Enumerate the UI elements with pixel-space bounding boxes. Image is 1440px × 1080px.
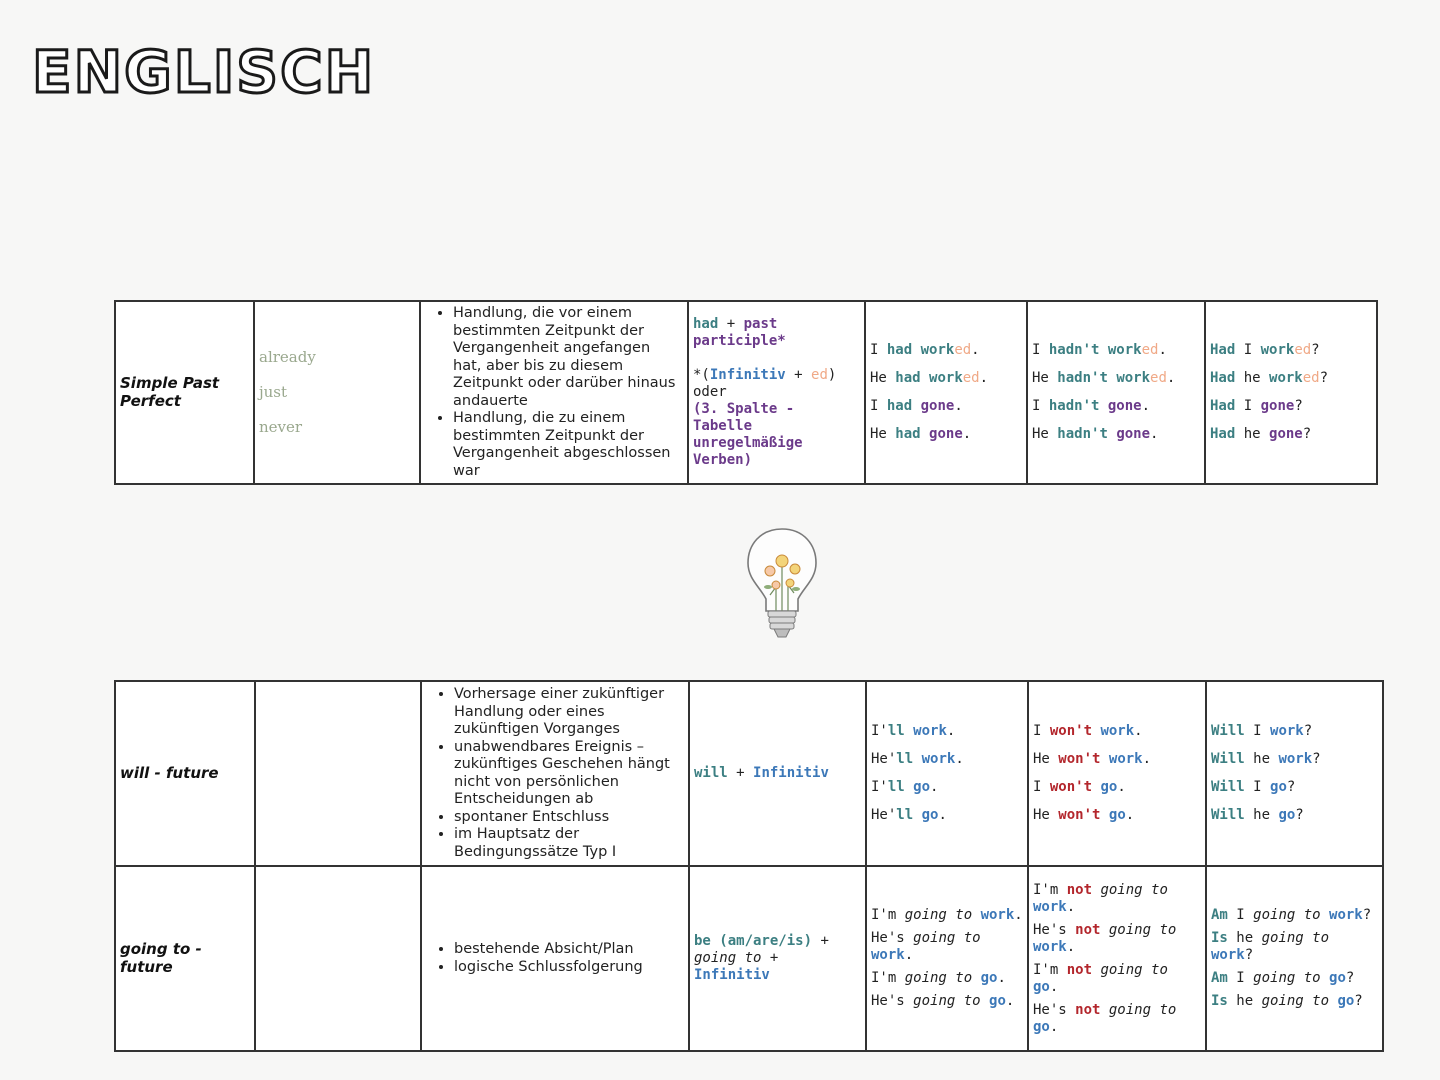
positive-examples-cell (866, 866, 1028, 1051)
example-sentence (1033, 922, 1201, 956)
example-sentence (1211, 751, 1378, 768)
uses-cell (420, 301, 688, 484)
subject: He' (871, 807, 897, 823)
subject: He's (871, 930, 914, 946)
tense-name-cell (115, 866, 255, 1051)
verb: go (1270, 779, 1287, 795)
aux: ll (896, 751, 914, 767)
verb: work (913, 723, 947, 739)
subject: I (1235, 398, 1261, 414)
suffix: ed (962, 370, 980, 386)
signal-word: already (259, 348, 316, 366)
subject: He (1033, 807, 1059, 823)
aux: ll (896, 807, 914, 823)
form-suffix: ed (811, 367, 828, 383)
subject: I'm (1033, 881, 1067, 898)
form-cell (689, 681, 866, 866)
verb: work (871, 947, 905, 963)
verb: work (1108, 751, 1143, 767)
subject: I (870, 398, 887, 414)
verb: go (1033, 978, 1050, 995)
aux: hadn't (1048, 342, 1100, 358)
verb: gone (920, 398, 955, 414)
form-aux: will (694, 765, 728, 781)
punct: ? (1319, 370, 1329, 386)
subject: He (1032, 426, 1058, 442)
subject: he (1227, 930, 1262, 946)
negation: not (1066, 881, 1093, 898)
table-row (115, 866, 1383, 1051)
aux: hadn't (1048, 398, 1100, 414)
example-sentence (1032, 342, 1200, 359)
list-item: • logische Schlussfolgerung (454, 959, 684, 977)
form-note: *( (693, 367, 710, 383)
verb: work (920, 342, 955, 358)
subject: I (1032, 342, 1049, 358)
subject: I' (871, 779, 888, 795)
example-sentence (1033, 723, 1201, 740)
uses-list (426, 686, 684, 861)
subject: I (1227, 907, 1254, 923)
verb: go (913, 779, 931, 795)
example-sentence (871, 907, 1023, 924)
punct: . (938, 807, 947, 823)
subject: I'm (871, 970, 905, 986)
punct: . (962, 426, 972, 442)
form-infinitive: Infinitiv (709, 367, 786, 383)
verb: go (1337, 993, 1355, 1009)
punct: . (971, 342, 980, 358)
aux: Will (1211, 807, 1245, 823)
form-cell (689, 866, 866, 1051)
subject: He (1032, 370, 1058, 386)
aux: ll (887, 779, 905, 795)
negative-examples-cell (1027, 301, 1205, 484)
example-sentence (1033, 1002, 1201, 1036)
lightbulb-icon (740, 525, 824, 645)
punct: ? (1286, 779, 1296, 795)
punct: . (979, 370, 989, 386)
verb: work (1033, 898, 1067, 915)
subject: I (1235, 342, 1261, 358)
example-sentence (871, 723, 1023, 740)
form-plus: + (727, 765, 754, 781)
negative-examples-cell (1028, 866, 1206, 1051)
suffix: ed (1150, 370, 1167, 386)
suffix: ed (1141, 342, 1159, 358)
example-sentence (1210, 398, 1372, 415)
verb: work (1270, 723, 1304, 739)
list-item: • bestehende Absicht/Plan (454, 941, 684, 959)
subject: he (1235, 370, 1270, 386)
positive-examples-cell (865, 301, 1027, 484)
subject: He (1033, 751, 1059, 767)
subject: I (1033, 723, 1050, 739)
form-note: unregelmäßige (693, 435, 803, 451)
example-sentence (871, 970, 1023, 987)
example-sentence (1032, 426, 1200, 443)
punct: . (1014, 907, 1023, 923)
punct: ? (1295, 807, 1304, 823)
example-sentence (1211, 930, 1378, 964)
form-plus: + (761, 950, 779, 966)
aux: won't (1049, 723, 1093, 739)
verb: gone (1107, 398, 1142, 414)
punct: . (1158, 342, 1167, 358)
negation: not (1075, 1001, 1101, 1018)
question-examples-cell (1206, 866, 1383, 1051)
punct: . (955, 751, 964, 767)
suffix: ed (1294, 342, 1312, 358)
example-sentence (1211, 779, 1378, 796)
question-examples-cell (1205, 301, 1377, 484)
subject: I'm (1033, 961, 1067, 978)
tense-name-cell (115, 681, 255, 866)
punct: ? (1345, 970, 1355, 986)
aux: Had (1210, 342, 1236, 358)
verb: work (921, 751, 956, 767)
example-sentence (871, 779, 1023, 796)
verb: go (1033, 1018, 1050, 1035)
going-to: going to (904, 907, 981, 923)
list-item: • Handlung, die vor einem bestimmten Zeitpunkt der Vergangenheit angefangen hat, aber bis zu diesem Zeitpunkt oder darüber hinaus andauerte (453, 305, 683, 410)
aux: won't (1058, 807, 1101, 823)
aux: had (895, 426, 921, 442)
going-to: going to (1100, 1001, 1177, 1018)
positive-examples-cell (866, 681, 1028, 866)
verb: gone (929, 426, 963, 442)
example-sentence (1211, 807, 1378, 824)
going-to: going to (913, 993, 990, 1009)
verb: go (1329, 970, 1346, 986)
tense-name: will - future (120, 763, 219, 782)
suffix: ed (954, 342, 972, 358)
example-sentence (870, 398, 1022, 415)
punct: . (954, 398, 963, 414)
verb: gone (1116, 426, 1151, 442)
aux: hadn't (1057, 426, 1108, 442)
signal-words-cell (255, 866, 421, 1051)
subject: He (870, 426, 896, 442)
tense-name-cell (115, 301, 254, 484)
aux: won't (1049, 779, 1093, 795)
form-aux: be (am/are/is) (694, 933, 813, 949)
example-sentence (1033, 751, 1201, 768)
aux: Will (1211, 751, 1245, 767)
signal-word: just (259, 383, 288, 401)
subject: I (1244, 723, 1271, 739)
tense-name: Simple Past Perfect (120, 373, 220, 410)
signal-word: never (259, 418, 303, 436)
punct: . (1134, 723, 1143, 739)
form-past-participle: past participle* (693, 316, 786, 349)
example-sentence (1033, 962, 1201, 996)
subject: I (1032, 398, 1049, 414)
aux: Had (1210, 426, 1236, 442)
going-to: going to (1092, 881, 1168, 898)
suffix: ed (1302, 370, 1320, 386)
form-plus: + (812, 933, 829, 949)
form-plus: + (718, 316, 744, 332)
verb: work (929, 370, 963, 386)
uses-cell (421, 681, 689, 866)
example-sentence (1211, 907, 1378, 924)
punct: . (1125, 807, 1135, 823)
table-row (115, 681, 1383, 866)
form-cell (688, 301, 865, 484)
verb: go (1108, 807, 1126, 823)
verb: go (989, 993, 1006, 1009)
going-to: going to (1100, 921, 1177, 938)
aux: Am (1211, 970, 1228, 986)
subject: He's (1033, 1001, 1076, 1018)
punct: . (946, 723, 956, 739)
verb: work (1116, 370, 1151, 386)
punct: . (1117, 779, 1126, 795)
punct: . (1142, 751, 1152, 767)
aux: Will (1211, 779, 1245, 795)
example-sentence (1032, 398, 1200, 415)
verb: work (1211, 947, 1245, 963)
punct: ? (1303, 723, 1313, 739)
list-item: • Handlung, die zu einem bestimmten Zeitpunkt der Vergangenheit abgeschlossen war (453, 410, 683, 480)
subject: I' (871, 723, 888, 739)
list-item: • im Hauptsatz der Bedingungssätze Typ I (454, 826, 684, 861)
uses-cell (421, 866, 689, 1051)
example-sentence (1032, 370, 1200, 387)
aux: Am (1211, 907, 1228, 923)
aux: Had (1210, 398, 1236, 414)
verb: go (921, 807, 939, 823)
punct: ? (1244, 947, 1254, 963)
verb: work (1260, 342, 1295, 358)
verb: work (1107, 342, 1142, 358)
verb: work (1278, 751, 1313, 767)
verb: work (980, 907, 1015, 923)
example-sentence (870, 370, 1022, 387)
punct: . (1049, 978, 1059, 995)
punct: . (1141, 398, 1151, 414)
verb: work (1100, 723, 1135, 739)
past-perfect-table (114, 300, 1378, 485)
punct: ? (1354, 993, 1363, 1009)
example-sentence (1033, 779, 1201, 796)
punct: . (1066, 938, 1076, 955)
subject: He's (1033, 921, 1076, 938)
going-to: going to (1253, 970, 1330, 986)
aux: Will (1211, 723, 1245, 739)
subject: he (1244, 751, 1279, 767)
negative-examples-cell (1028, 681, 1206, 866)
punct: ? (1311, 342, 1320, 358)
punct: ? (1362, 907, 1372, 923)
form-oder: ) oder (693, 367, 837, 400)
punct: ? (1312, 751, 1321, 767)
subject: he (1227, 993, 1262, 1009)
question-examples-cell (1206, 681, 1383, 866)
example-sentence (1211, 970, 1378, 987)
subject: I (1033, 779, 1050, 795)
verb: work (1033, 938, 1067, 955)
verb: go (1100, 779, 1118, 795)
future-table (114, 680, 1384, 1052)
form-aux: had (693, 316, 719, 332)
subject: I'm (871, 907, 905, 923)
subject: I (870, 342, 887, 358)
subject: He' (871, 751, 897, 767)
uses-list (426, 941, 684, 976)
aux: Is (1211, 930, 1228, 946)
example-sentence (1210, 426, 1372, 443)
aux: ll (887, 723, 905, 739)
example-sentence (871, 807, 1023, 824)
punct: . (930, 779, 939, 795)
negation: not (1075, 921, 1101, 938)
example-sentence (1210, 342, 1372, 359)
verb: gone (1269, 426, 1303, 442)
aux: had (895, 370, 921, 386)
list-item: • unabwendbares Ereignis – zukünftiges Geschehen hängt nicht von persönlichen Entscheidungen ab (454, 739, 684, 809)
aux: had (886, 342, 913, 358)
punct: . (904, 947, 914, 963)
example-sentence (871, 993, 1023, 1010)
aux: Had (1210, 370, 1236, 386)
form-note: Verben) (693, 452, 753, 468)
form-note: (3. Spalte - Tabelle (693, 401, 795, 434)
verb: gone (1260, 398, 1295, 414)
form-infinitive: Infinitiv (694, 967, 770, 983)
subject: he (1235, 426, 1270, 442)
going-to: going to (1092, 961, 1168, 978)
example-sentence (1211, 723, 1378, 740)
negation: not (1066, 961, 1093, 978)
signal-words-cell (255, 681, 421, 866)
punct: . (1005, 993, 1015, 1009)
going-to: going to (904, 970, 981, 986)
aux: hadn't (1057, 370, 1108, 386)
subject: He's (871, 993, 914, 1009)
example-sentence (870, 426, 1022, 443)
aux: Is (1211, 993, 1228, 1009)
example-sentence (871, 930, 1023, 964)
example-sentence (870, 342, 1022, 359)
going-to: going to (1253, 907, 1330, 923)
subject: I (1227, 970, 1254, 986)
punct: . (1150, 426, 1159, 442)
punct: ? (1294, 398, 1303, 414)
going-to: going to (913, 930, 981, 946)
verb: work (1329, 907, 1363, 923)
punct: . (1066, 898, 1076, 915)
aux: had (886, 398, 913, 414)
punct: . (997, 970, 1006, 986)
page-title: ENGLISCH (32, 38, 376, 106)
going-to: going to (1261, 993, 1338, 1009)
verb: go (980, 970, 998, 986)
punct: . (1049, 1018, 1059, 1035)
form-plus: + (785, 367, 812, 383)
punct: . (1166, 370, 1176, 386)
going-to: going to (1261, 930, 1330, 946)
list-item: • Vorhersage einer zukünftiger Handlung oder eines zukünftigen Vorganges (454, 686, 684, 739)
example-sentence (871, 751, 1023, 768)
form-going-to: going to (694, 950, 762, 966)
tense-name: going to - future (120, 939, 202, 976)
verb: work (1269, 370, 1303, 386)
example-sentence (1211, 993, 1378, 1010)
list-item: • spontaner Entschluss (454, 809, 684, 827)
uses-list (425, 305, 683, 480)
verb: go (1278, 807, 1296, 823)
example-sentence (1210, 370, 1372, 387)
punct: ? (1302, 426, 1312, 442)
subject: He (870, 370, 896, 386)
table-row (115, 301, 1377, 484)
signal-words-cell (254, 301, 420, 484)
example-sentence (1033, 807, 1201, 824)
subject: I (1244, 779, 1271, 795)
aux: won't (1058, 751, 1101, 767)
form-infinitive: Infinitiv (753, 765, 829, 781)
example-sentence (1033, 882, 1201, 916)
subject: he (1244, 807, 1279, 823)
